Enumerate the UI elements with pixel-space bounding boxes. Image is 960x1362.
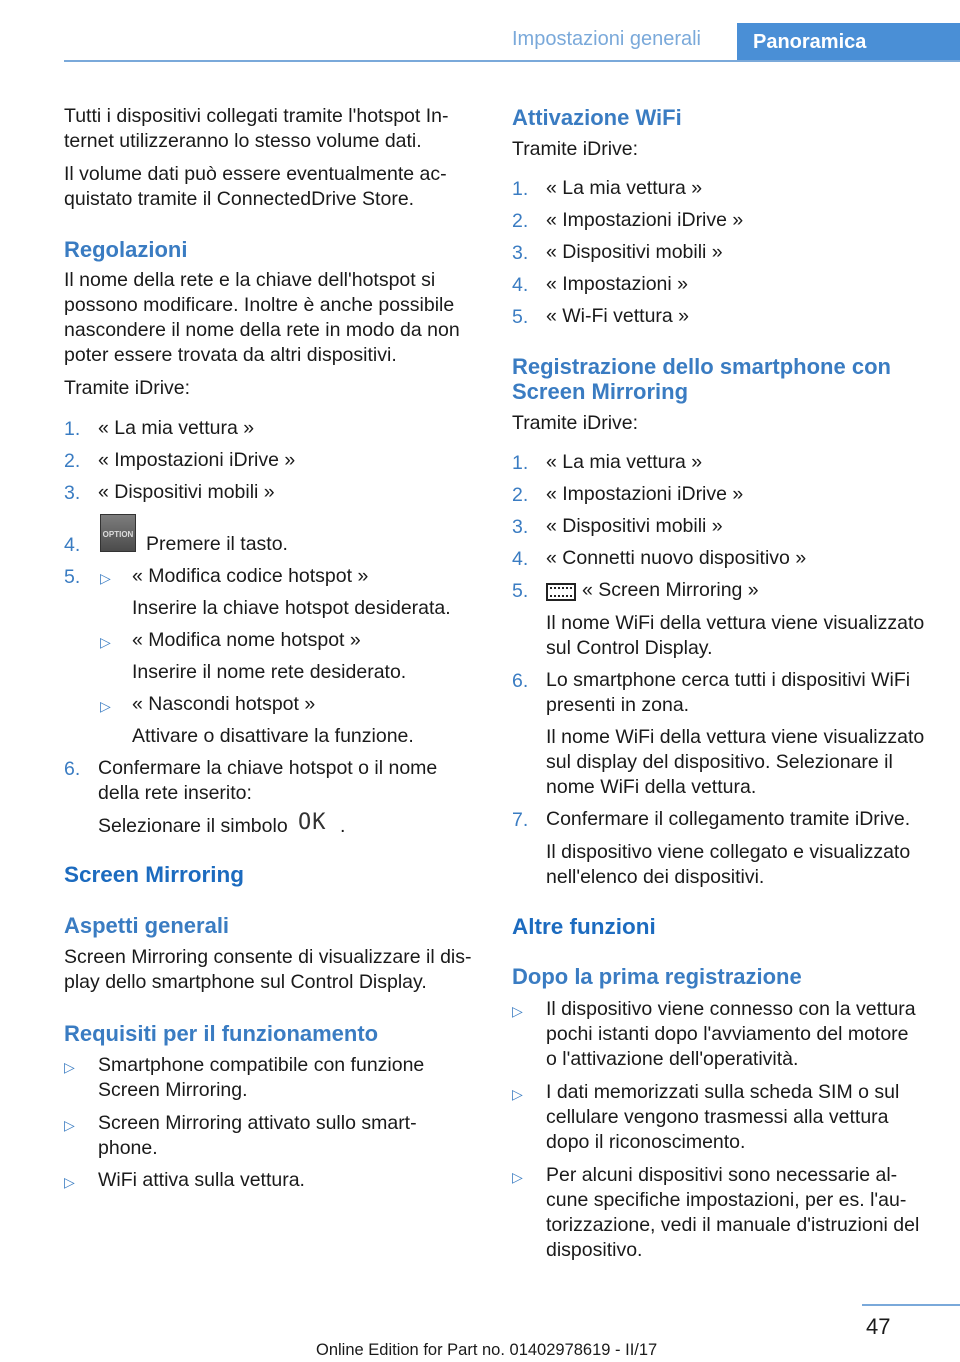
bullet-text: Smartphone compatibile con funzione bbox=[98, 1054, 425, 1076]
step-text: Lo smartphone cerca tutti i dispositivi WiFi bbox=[546, 669, 911, 691]
heading-regolazioni: Regolazioni bbox=[64, 237, 188, 262]
sub-item: « Modifica codice hotspot » bbox=[132, 565, 369, 587]
intro-line: quistato tramite il ConnectedDrive Store. bbox=[64, 188, 415, 210]
step-text: della rete inserito: bbox=[98, 782, 252, 804]
triangle-bullet-icon: ▷ bbox=[64, 1059, 75, 1075]
bullet-text: pochi istanti dopo l'avviamento del motore bbox=[546, 1023, 909, 1045]
step-desc: presenti in zona. bbox=[546, 694, 690, 716]
step-text: « La mia vettura » bbox=[546, 177, 703, 199]
sub-item-desc: Inserire il nome rete desiderato. bbox=[132, 661, 407, 683]
step-number: 6. bbox=[512, 670, 529, 692]
step-text: Premere il tasto. bbox=[146, 533, 288, 555]
step-text: « Screen Mirroring » bbox=[582, 579, 759, 601]
intro-line: ternet utilizzeranno lo stesso volume dati. bbox=[64, 130, 422, 152]
bullet-text: dispositivo. bbox=[546, 1239, 643, 1261]
step-number: 2. bbox=[512, 484, 529, 506]
step-desc: nome WiFi della vettura. bbox=[546, 776, 757, 798]
step-text: « Impostazioni » bbox=[546, 273, 688, 295]
heading-attivazione-wifi: Attivazione WiFi bbox=[512, 105, 682, 130]
step-number: 1. bbox=[64, 418, 81, 440]
sub-item: « Nascondi hotspot » bbox=[132, 693, 316, 715]
bullet-text: dopo il riconoscimento. bbox=[546, 1131, 746, 1153]
via-idrive: Tramite iDrive: bbox=[64, 377, 191, 399]
via-idrive: Tramite iDrive: bbox=[512, 138, 639, 160]
bullet-text: torizzazione, vedi il manuale d'istruzioni del bbox=[546, 1214, 920, 1236]
step-text: Selezionare il simbolo bbox=[98, 815, 288, 837]
heading-registrazione: Screen Mirroring bbox=[512, 379, 689, 404]
step-number: 7. bbox=[512, 809, 529, 831]
step-text: « Wi-Fi vettura » bbox=[546, 305, 690, 327]
step-text: « La mia vettura » bbox=[98, 417, 255, 439]
sub-item-desc: Inserire la chiave hotspot desiderata. bbox=[132, 597, 451, 619]
body-line: nascondere il nome della rete in modo da non bbox=[64, 319, 460, 341]
bullet-text: WiFi attiva sulla vettura. bbox=[98, 1169, 305, 1191]
heading-aspetti-generali: Aspetti generali bbox=[64, 913, 230, 938]
step-text: « Impostazioni iDrive » bbox=[546, 483, 744, 505]
triangle-bullet-icon: ▷ bbox=[64, 1117, 75, 1133]
bullet-text: Screen Mirroring attivato sullo smart- bbox=[98, 1112, 417, 1134]
bullet-text: o l'attivazione dell'operatività. bbox=[546, 1048, 799, 1070]
header-rule bbox=[64, 60, 960, 62]
heading-registrazione: Registrazione dello smartphone con bbox=[512, 354, 891, 379]
sub-item: « Modifica nome hotspot » bbox=[132, 629, 361, 651]
triangle-bullet-icon: ▷ bbox=[512, 1086, 523, 1102]
step-number: 1. bbox=[512, 452, 529, 474]
page-number: 47 bbox=[866, 1314, 891, 1339]
step-number: 4. bbox=[512, 548, 529, 570]
body-line: possono modificare. Inoltre è anche possibile bbox=[64, 294, 455, 316]
step-text: « Impostazioni iDrive » bbox=[546, 209, 744, 231]
step-number: 6. bbox=[64, 758, 81, 780]
bullet-text: I dati memorizzati sulla scheda SIM o sul bbox=[546, 1081, 900, 1103]
step-text: Confermare la chiave hotspot o il nome bbox=[98, 757, 438, 779]
step-number: 3. bbox=[512, 516, 529, 538]
step-number: 5. bbox=[512, 580, 529, 602]
screen-mirroring-icon bbox=[546, 583, 576, 601]
bullet-text: Il dispositivo viene connesso con la vettura bbox=[546, 998, 916, 1020]
step-text: « Dispositivi mobili » bbox=[546, 515, 723, 537]
bullet-text: cellulare vengono trasmessi alla vettura bbox=[546, 1106, 889, 1128]
step-desc: Il dispositivo viene collegato e visualizzato bbox=[546, 841, 911, 863]
option-key-icon bbox=[100, 514, 136, 552]
header-tab: Panoramica bbox=[737, 23, 960, 62]
step-number: 2. bbox=[64, 450, 81, 472]
triangle-bullet-icon: ▷ bbox=[100, 570, 111, 586]
heading-dopo-registrazione: Dopo la prima registrazione bbox=[512, 964, 802, 989]
triangle-bullet-icon: ▷ bbox=[100, 634, 111, 650]
step-text: « Impostazioni iDrive » bbox=[98, 449, 296, 471]
bullet-text: Per alcuni dispositivi sono necessarie al- bbox=[546, 1164, 898, 1186]
triangle-bullet-icon: ▷ bbox=[512, 1003, 523, 1019]
heading-requisiti: Requisiti per il funzionamento bbox=[64, 1021, 379, 1046]
step-number: 1. bbox=[512, 178, 529, 200]
body-line: poter essere trovata da altri dispositivi. bbox=[64, 344, 397, 366]
step-text: « Dispositivi mobili » bbox=[546, 241, 723, 263]
triangle-bullet-icon: ▷ bbox=[512, 1169, 523, 1185]
step-text: « Dispositivi mobili » bbox=[98, 481, 275, 503]
step-text: « La mia vettura » bbox=[546, 451, 703, 473]
heading-altre-funzioni: Altre funzioni bbox=[512, 914, 656, 939]
footer-rule bbox=[862, 1304, 960, 1306]
step-desc: Il nome WiFi della vettura viene visualizzato bbox=[546, 726, 925, 748]
step-number: 3. bbox=[512, 242, 529, 264]
header-section-title: Impostazioni generali bbox=[512, 28, 701, 50]
edition-note: Online Edition for Part no. 01402978619 - II/17 bbox=[316, 1341, 658, 1359]
step-desc: nell'elenco dei dispositivi. bbox=[546, 866, 765, 888]
via-idrive: Tramite iDrive: bbox=[512, 412, 639, 434]
step-number: 4. bbox=[64, 534, 81, 556]
step-text: Confermare il collegamento tramite iDrive. bbox=[546, 808, 911, 830]
step-desc: sul display del dispositivo. Selezionare il bbox=[546, 751, 893, 773]
step-desc: Il nome WiFi della vettura viene visualizzato bbox=[546, 612, 925, 634]
step-desc: sul Control Display. bbox=[546, 637, 713, 659]
triangle-bullet-icon: ▷ bbox=[100, 698, 111, 714]
body-line: Screen Mirroring consente di visualizzare il dis- bbox=[64, 946, 472, 968]
step-period: . bbox=[340, 815, 346, 837]
step-number: 5. bbox=[512, 306, 529, 328]
heading-screen-mirroring: Screen Mirroring bbox=[64, 862, 245, 887]
bullet-text: Screen Mirroring. bbox=[98, 1079, 248, 1101]
step-number: 3. bbox=[64, 482, 81, 504]
intro-line: Tutti i dispositivi collegati tramite l'hotspot In- bbox=[64, 105, 449, 127]
ok-symbol-icon: OK bbox=[298, 810, 327, 835]
bullet-text: phone. bbox=[98, 1137, 158, 1159]
body-line: Il nome della rete e la chiave dell'hotspot si bbox=[64, 269, 436, 291]
step-number: 2. bbox=[512, 210, 529, 232]
option-key-label: OPTION bbox=[102, 530, 134, 539]
step-number: 4. bbox=[512, 274, 529, 296]
triangle-bullet-icon: ▷ bbox=[64, 1174, 75, 1190]
body-line: play dello smartphone sul Control Display. bbox=[64, 971, 427, 993]
intro-line: Il volume dati può essere eventualmente ac- bbox=[64, 163, 447, 185]
step-number: 5. bbox=[64, 566, 81, 588]
bullet-text: cune specifiche impostazioni, per es. l'au- bbox=[546, 1189, 907, 1211]
step-text: « Connetti nuovo dispositivo » bbox=[546, 547, 807, 569]
sub-item-desc: Attivare o disattivare la funzione. bbox=[132, 725, 414, 747]
